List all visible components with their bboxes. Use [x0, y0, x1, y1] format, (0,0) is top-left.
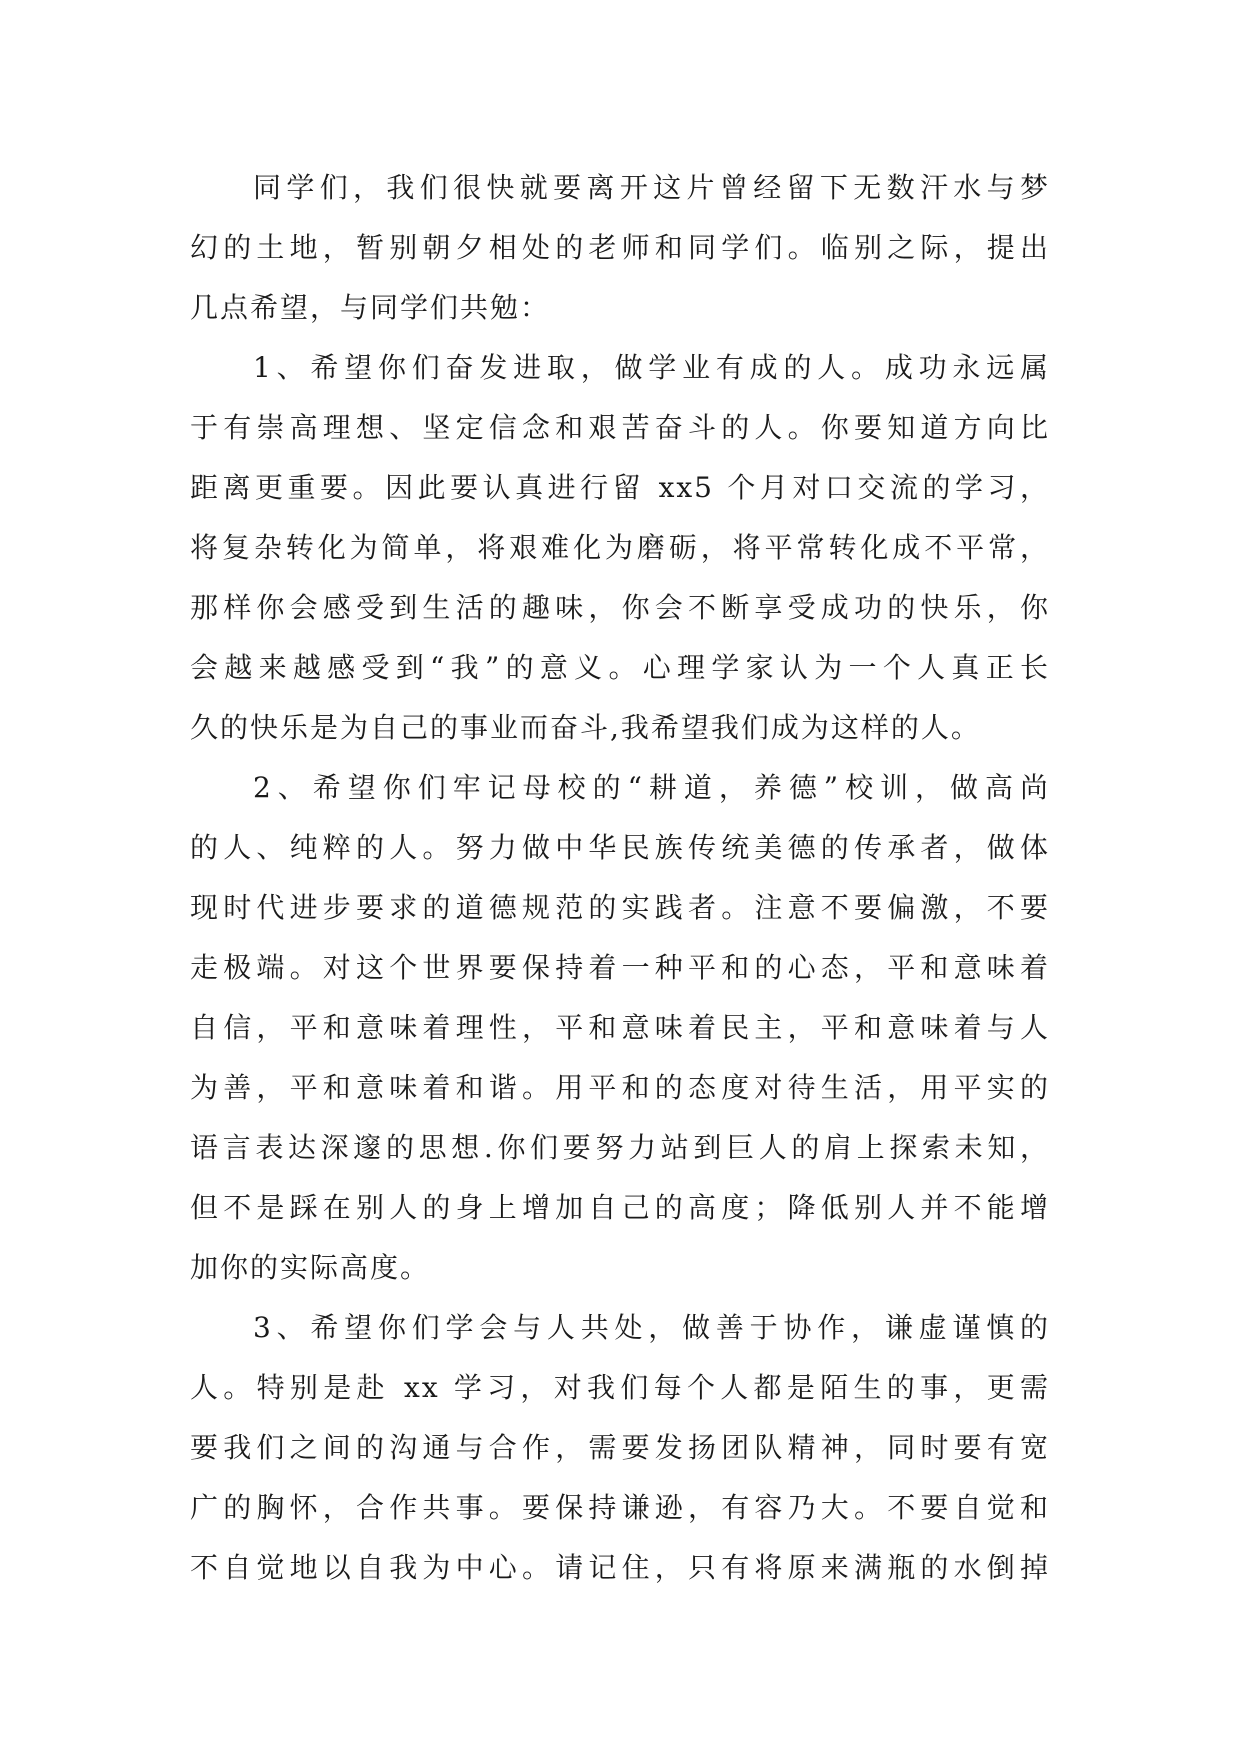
paragraph-2-line-2: 于有崇高理想、坚定信念和艰苦奋斗的人。你要知道方向比 [190, 411, 1050, 444]
paragraph-4-line-3: 要我们之间的沟通与合作，需要发扬团队精神，同时要有宽 [190, 1431, 1050, 1464]
paragraph-4-line-5: 不自觉地以自我为中心。请记住，只有将原来满瓶的水倒掉 [190, 1551, 1050, 1584]
paragraph-3-line-4: 走极端。对这个世界要保持着一种平和的心态，平和意味着 [190, 951, 1050, 984]
paragraph-1-line-3: 几点希望，与同学们共勉： [190, 291, 551, 324]
paragraph-1-line-2: 幻的土地，暂别朝夕相处的老师和同学们。临别之际，提出 [190, 231, 1050, 264]
paragraph-4-line-1: 3、希望你们学会与人共处，做善于协作，谦虚谨慎的 [253, 1311, 1050, 1344]
paragraph-2-line-3: 距离更重要。因此要认真进行留 xx5 个月对口交流的学习， [190, 471, 1050, 504]
document-body [190, 158, 1050, 1598]
paragraph-2-line-7: 久的快乐是为自己的事业而奋斗,我希望我们成为这样的人。 [190, 711, 981, 744]
paragraph-2-line-4: 将复杂转化为简单，将艰难化为磨砺，将平常转化成不平常， [190, 531, 1050, 564]
paragraph-3-line-6: 为善，平和意味着和谐。用平和的态度对待生活，用平实的 [190, 1071, 1050, 1104]
paragraph-4-line-4: 广的胸怀，合作共事。要保持谦逊，有容乃大。不要自觉和 [190, 1491, 1050, 1524]
paragraph-3-line-5: 自信，平和意味着理性，平和意味着民主，平和意味着与人 [190, 1011, 1050, 1044]
paragraph-3-line-9: 加你的实际高度。 [190, 1251, 431, 1284]
paragraph-3-line-1: 2、希望你们牢记母校的“耕道，养德”校训，做高尚 [253, 771, 1050, 804]
paragraph-1-line-1: 同学们，我们很快就要离开这片曾经留下无数汗水与梦 [253, 171, 1050, 204]
paragraph-4-line-2: 人。特别是赴 xx 学习，对我们每个人都是陌生的事，更需 [190, 1371, 1050, 1404]
paragraph-3-line-3: 现时代进步要求的道德规范的实践者。注意不要偏激，不要 [190, 891, 1050, 924]
paragraph-2-line-6: 会越来越感受到“我”的意义。心理学家认为一个人真正长 [190, 651, 1050, 684]
paragraph-3-line-2: 的人、纯粹的人。努力做中华民族传统美德的传承者，做体 [190, 831, 1050, 864]
paragraph-3-line-7: 语言表达深邃的思想.你们要努力站到巨人的肩上探索未知， [190, 1131, 1050, 1164]
paragraph-2-line-1: 1、希望你们奋发进取，做学业有成的人。成功永远属 [253, 351, 1050, 384]
paragraph-3-line-8: 但不是踩在别人的身上增加自己的高度；降低别人并不能增 [190, 1191, 1050, 1224]
paragraph-2-line-5: 那样你会感受到生活的趣味，你会不断享受成功的快乐，你 [190, 591, 1050, 624]
